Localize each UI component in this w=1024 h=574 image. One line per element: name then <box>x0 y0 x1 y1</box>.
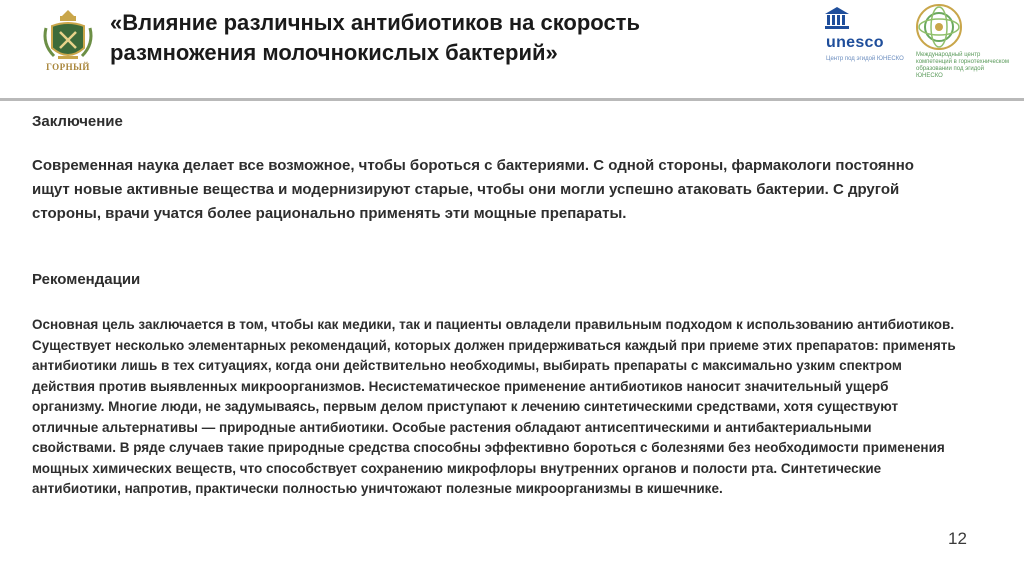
right-logo-caption: Международный центр компетенций в горнотехническом образовании под эгидой ЮНЕСКО <box>916 52 1009 79</box>
recommendations-paragraph: Основная цель заключается в том, чтобы как медики, так и пациенты овладели правильным подходом к использованию антибиотиков. Существует несколько элементарных рекомендаций, которых должен придерживаться каждый при приеме этих препаратов: применять антибиотики лишь в тех ситуациях, когда они действительно необходимы, выбирать препараты с максимально узким спектром действия против выявленных микроорганизмов. Несистематическое применение антибиотиков наносит значительный ущерб организму. Многие люди, не задумываясь, первым делом приступают к лечению синтетическими средствами, хотя существуют отличные альтернативы — природные антибиотики. Особые растения обладают антисептическими и антибактериальными свойствами. В ряде случаев такие природные средства способны эффективно бороться с болезнями без необходимости применения мощных химических веществ, что способствует сохранению микрофлоры внутренних органов и полости рта. Синтетические антибиотики, напротив, практически полностью уничтожают полезные микроорганизмы в кишечнике. <box>32 317 956 496</box>
competence-center-emblem-icon <box>914 2 964 52</box>
unesco-wordmark: unesco <box>826 34 884 51</box>
conclusion-paragraph: Современная наука делает все возможное, чтобы бороться с бактериями. С одной стороны, фармакологи постоянно ищут новые активные вещества и модернизируют старые, чтобы они могли успешно атаковать бактерии. С другой стороны, врачи учатся более рационально применять эти мощные препараты. <box>32 157 914 222</box>
header-divider <box>0 98 1024 101</box>
conclusion-heading: Заключение <box>32 113 123 130</box>
recommendations-heading: Рекомендации <box>32 271 141 288</box>
page-number: 12 <box>948 529 967 548</box>
unesco-temple-icon <box>824 6 850 30</box>
unesco-subcaption: Центр под эгидой ЮНЕСКО <box>826 56 904 62</box>
slide-title: «Влияние различных антибиотиков на скорость размножения молочнокислых бактерий» <box>110 10 640 65</box>
slide-header <box>0 0 1024 98</box>
left-logo-caption: ГОРНЫЙ <box>46 62 90 72</box>
unesco-logo <box>824 6 910 76</box>
